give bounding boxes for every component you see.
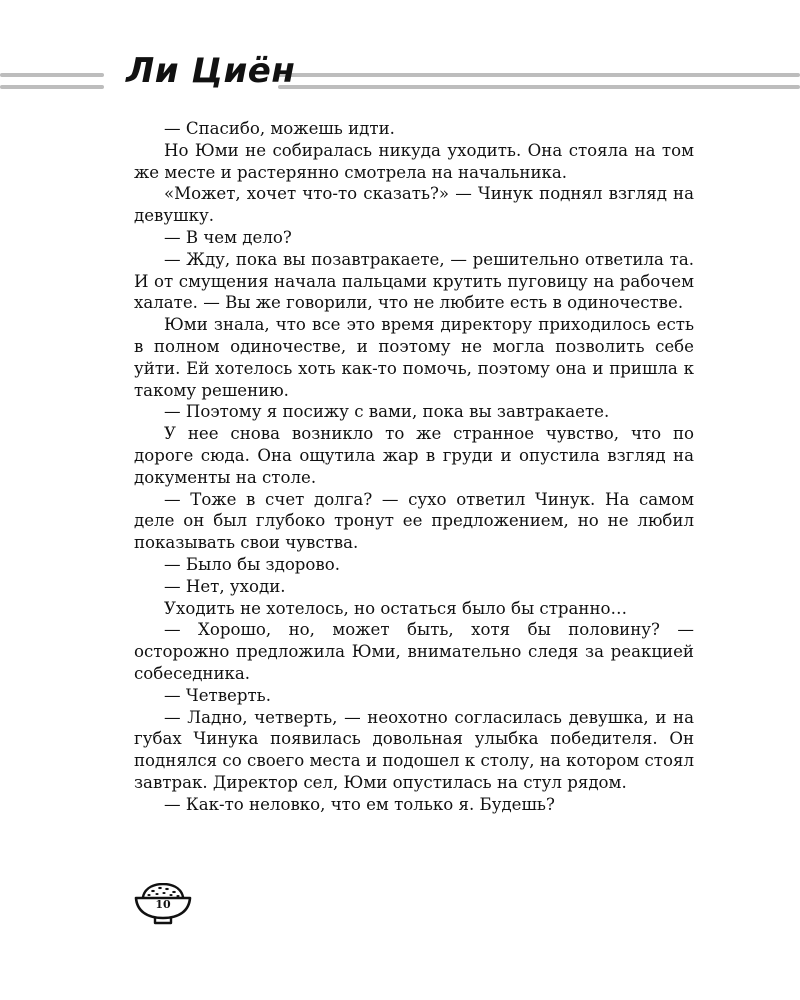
paragraph: — Тоже в счет долга? — сухо ответил Чинук. На самом деле он был глубоко тронут ее предложением, но не любил показывать свои чувства.	[134, 489, 694, 553]
paragraph: Но Юми не собиралась никуда уходить. Она стояла на том же месте и растерянно смотрела на начальника.	[134, 140, 694, 182]
running-header-author: Ли Циён	[126, 51, 296, 91]
page-body-text	[134, 118, 694, 816]
page-number-badge	[133, 883, 193, 925]
paragraph: — Спасибо, можешь идти.	[164, 119, 395, 138]
paragraph: — Ладно, четверть, — неохотно согласилась девушка, и на губах Чинука появилась довольная улыбка победителя. Он поднялся со своего места и подошел к столу, на котором стоял завтрак. Директор сел, Юми опустилась на стул рядом.	[134, 707, 694, 792]
header-rule-left-top	[0, 73, 104, 77]
page-number: 10	[155, 898, 171, 911]
paragraph: Уходить не хотелось, но остаться было бы странно…	[164, 598, 628, 618]
paragraph: — Жду, пока вы позавтракаете, — решительно ответила та. И от смущения начала пальцами крутить пуговицу на рабочем халате. — Вы же говорили, что не любите есть в одиночестве.	[134, 249, 694, 313]
paragraph: Юми знала, что все это время директору приходилось есть в полном одиночестве, и поэтому не могла позволить себе уйти. Ей хотелось хоть как-то помочь, поэтому она и пришла к такому решению.	[134, 315, 694, 400]
paragraph: — Хорошо, но, может быть, хотя бы половину? — осторожно предложила Юми, внимательно следя за реакцией собеседника.	[134, 620, 694, 683]
paragraph: — Поэтому я посижу с вами, пока вы завтракаете.	[164, 402, 610, 422]
paragraph: — В чем дело?	[164, 227, 292, 247]
paragraph: «Может, хочет что-то сказать?» — Чинук поднял взгляд на девушку.	[134, 184, 694, 226]
header-rule-right-top	[278, 73, 800, 77]
header-rule-left-bottom	[0, 85, 104, 89]
paragraph: — Четверть.	[164, 685, 271, 705]
header-rule-right-bottom	[278, 85, 800, 89]
paragraph: — Как-то неловко, что ем только я. Будешь?	[164, 794, 555, 814]
paragraph: У нее снова возникло то же странное чувство, что по дороге сюда. Она ощутила жар в груди и опустила взгляд на документы на столе.	[134, 424, 694, 487]
paragraph: — Было бы здорово.	[164, 554, 341, 574]
paragraph: — Нет, уходи.	[164, 576, 286, 596]
